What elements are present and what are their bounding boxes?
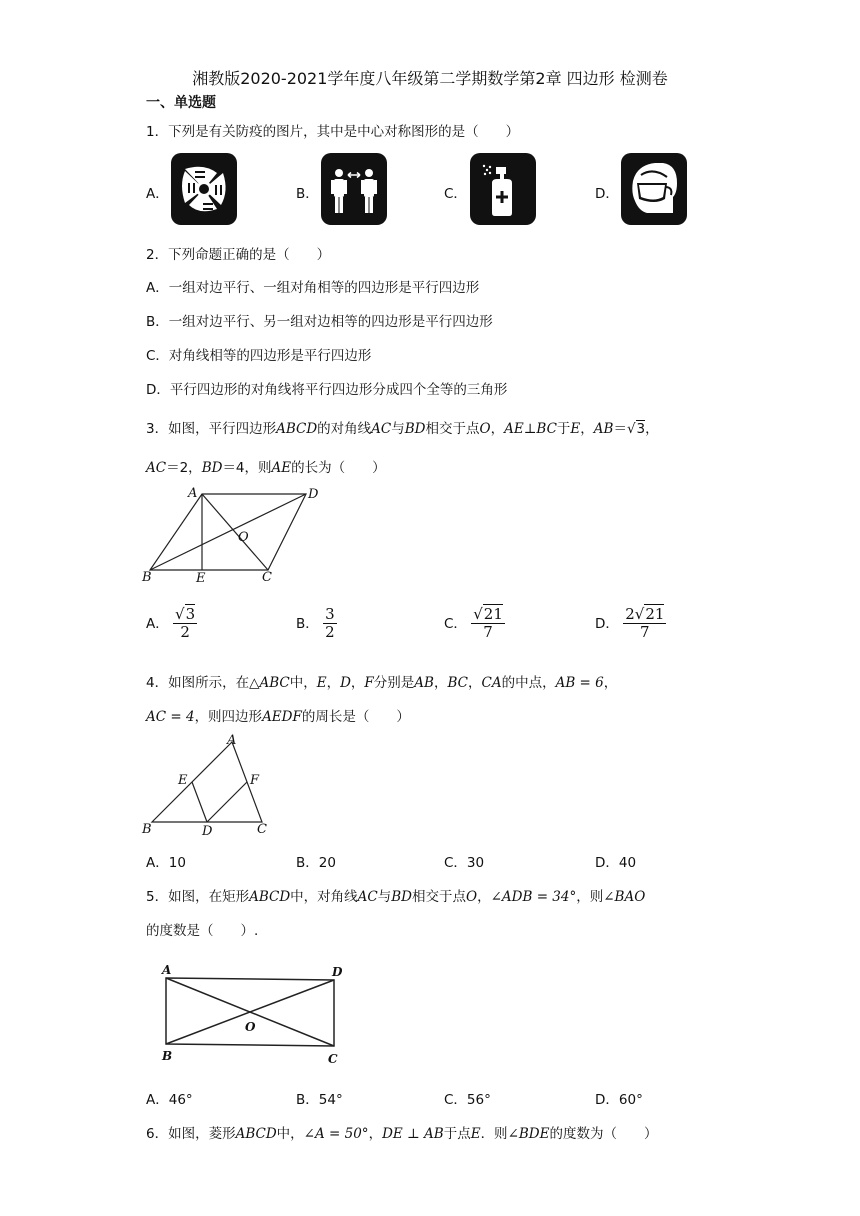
question-3-stem-line1: 3．如图，平行四边形ABCD的对角线AC与BD相交于点O，AE⊥BC于E，AB＝√3，	[146, 421, 659, 437]
q1-option-c-label: C．	[444, 186, 467, 202]
q1-option-b-label: B．	[296, 186, 319, 202]
q5-option-d: D．60°	[595, 1092, 643, 1108]
q3-label-d: D	[308, 487, 319, 502]
q2-option-d: D．平行四边形的对角线将平行四边形分成四个全等的三角形	[146, 382, 508, 398]
q3-option-a: A． $\frac{√3}{2}$	[146, 605, 196, 642]
q5-label-d: D	[332, 965, 343, 979]
question-6-stem: 6．如图，菱形ABCD中，∠A = 50°，DE ⊥ AB于点E．则∠BDE的度数为（ ）	[146, 1126, 658, 1142]
q4-label-a: A	[227, 733, 237, 748]
question-4-stem-line1: 4．如图所示，在△ABC中，E，D，F分别是AB，BC，CA的中点，AB = 6，	[146, 675, 618, 691]
section-heading: 一、单选题	[146, 95, 216, 111]
question-4-stem-line2: AC = 4，则四边形AEDF的周长是（ ）	[146, 709, 410, 725]
question-2-stem: 2．下列命题正确的是（ ）	[146, 247, 331, 263]
q2-option-a: A．一组对边平行、一组对角相等的四边形是平行四边形	[146, 280, 480, 296]
q5-label-o: O	[245, 1020, 256, 1034]
q5-option-b: B．54°	[296, 1092, 343, 1108]
q4-option-b: B．20	[296, 855, 336, 871]
q5-label-b: B	[162, 1049, 173, 1063]
face-mask-icon[interactable]	[621, 153, 687, 225]
q3-parallelogram-figure	[140, 484, 340, 586]
q5-option-a: A．46°	[146, 1092, 193, 1108]
q2-option-c: C．对角线相等的四边形是平行四边形	[146, 348, 372, 364]
social-distance-icon[interactable]	[321, 153, 387, 225]
fan-icon[interactable]	[171, 153, 237, 225]
q3-option-c: C． $\frac{√21}{7}$	[444, 605, 503, 642]
sanitizer-spray-icon[interactable]	[470, 153, 536, 225]
q5-option-c: C．56°	[444, 1092, 491, 1108]
q1-option-a-label: A．	[146, 186, 169, 202]
q3-label-b: B	[142, 570, 152, 585]
page-title: 湘教版2020-2021学年度八年级第二学期数学第2章 四边形 检测卷	[192, 69, 668, 88]
question-5-stem-line1: 5．如图，在矩形ABCD中，对角线AC与BD相交于点O，∠ADB = 34°，则∠BAO	[146, 889, 646, 905]
q3-option-d: D． $\frac{2√21}{7}$	[595, 605, 665, 642]
q4-label-e: E	[178, 773, 188, 788]
question-5-stem-line2: 的度数是（ ）.	[146, 923, 259, 939]
q4-option-a: A．10	[146, 855, 186, 871]
q4-option-d: D．40	[595, 855, 637, 871]
q3-label-e: E	[196, 571, 206, 586]
q4-label-d: D	[202, 824, 213, 839]
q3-label-a: A	[188, 486, 198, 501]
q5-rectangle-figure	[156, 958, 346, 1070]
q2-option-b: B．一组对边平行、另一组对边相等的四边形是平行四边形	[146, 314, 493, 330]
q4-triangle-figure	[140, 732, 280, 840]
q4-option-c: C．30	[444, 855, 485, 871]
q4-label-f: F	[250, 773, 260, 788]
q3-label-o: O	[238, 530, 249, 545]
q3-label-c: C	[262, 570, 272, 585]
q1-option-d-label: D．	[595, 186, 619, 202]
question-1-stem: 1．下列是有关防疫的图片，其中是中心对称图形的是（ ）	[146, 124, 520, 140]
q4-label-b: B	[142, 822, 152, 837]
q3-option-b: B． $\frac{3}{2}$	[296, 605, 335, 642]
q4-label-c: C	[257, 822, 267, 837]
q5-label-c: C	[328, 1052, 338, 1066]
q5-label-a: A	[162, 963, 172, 977]
question-3-stem-line2: AC＝2，BD＝4，则AE的长为（ ）	[146, 460, 386, 476]
